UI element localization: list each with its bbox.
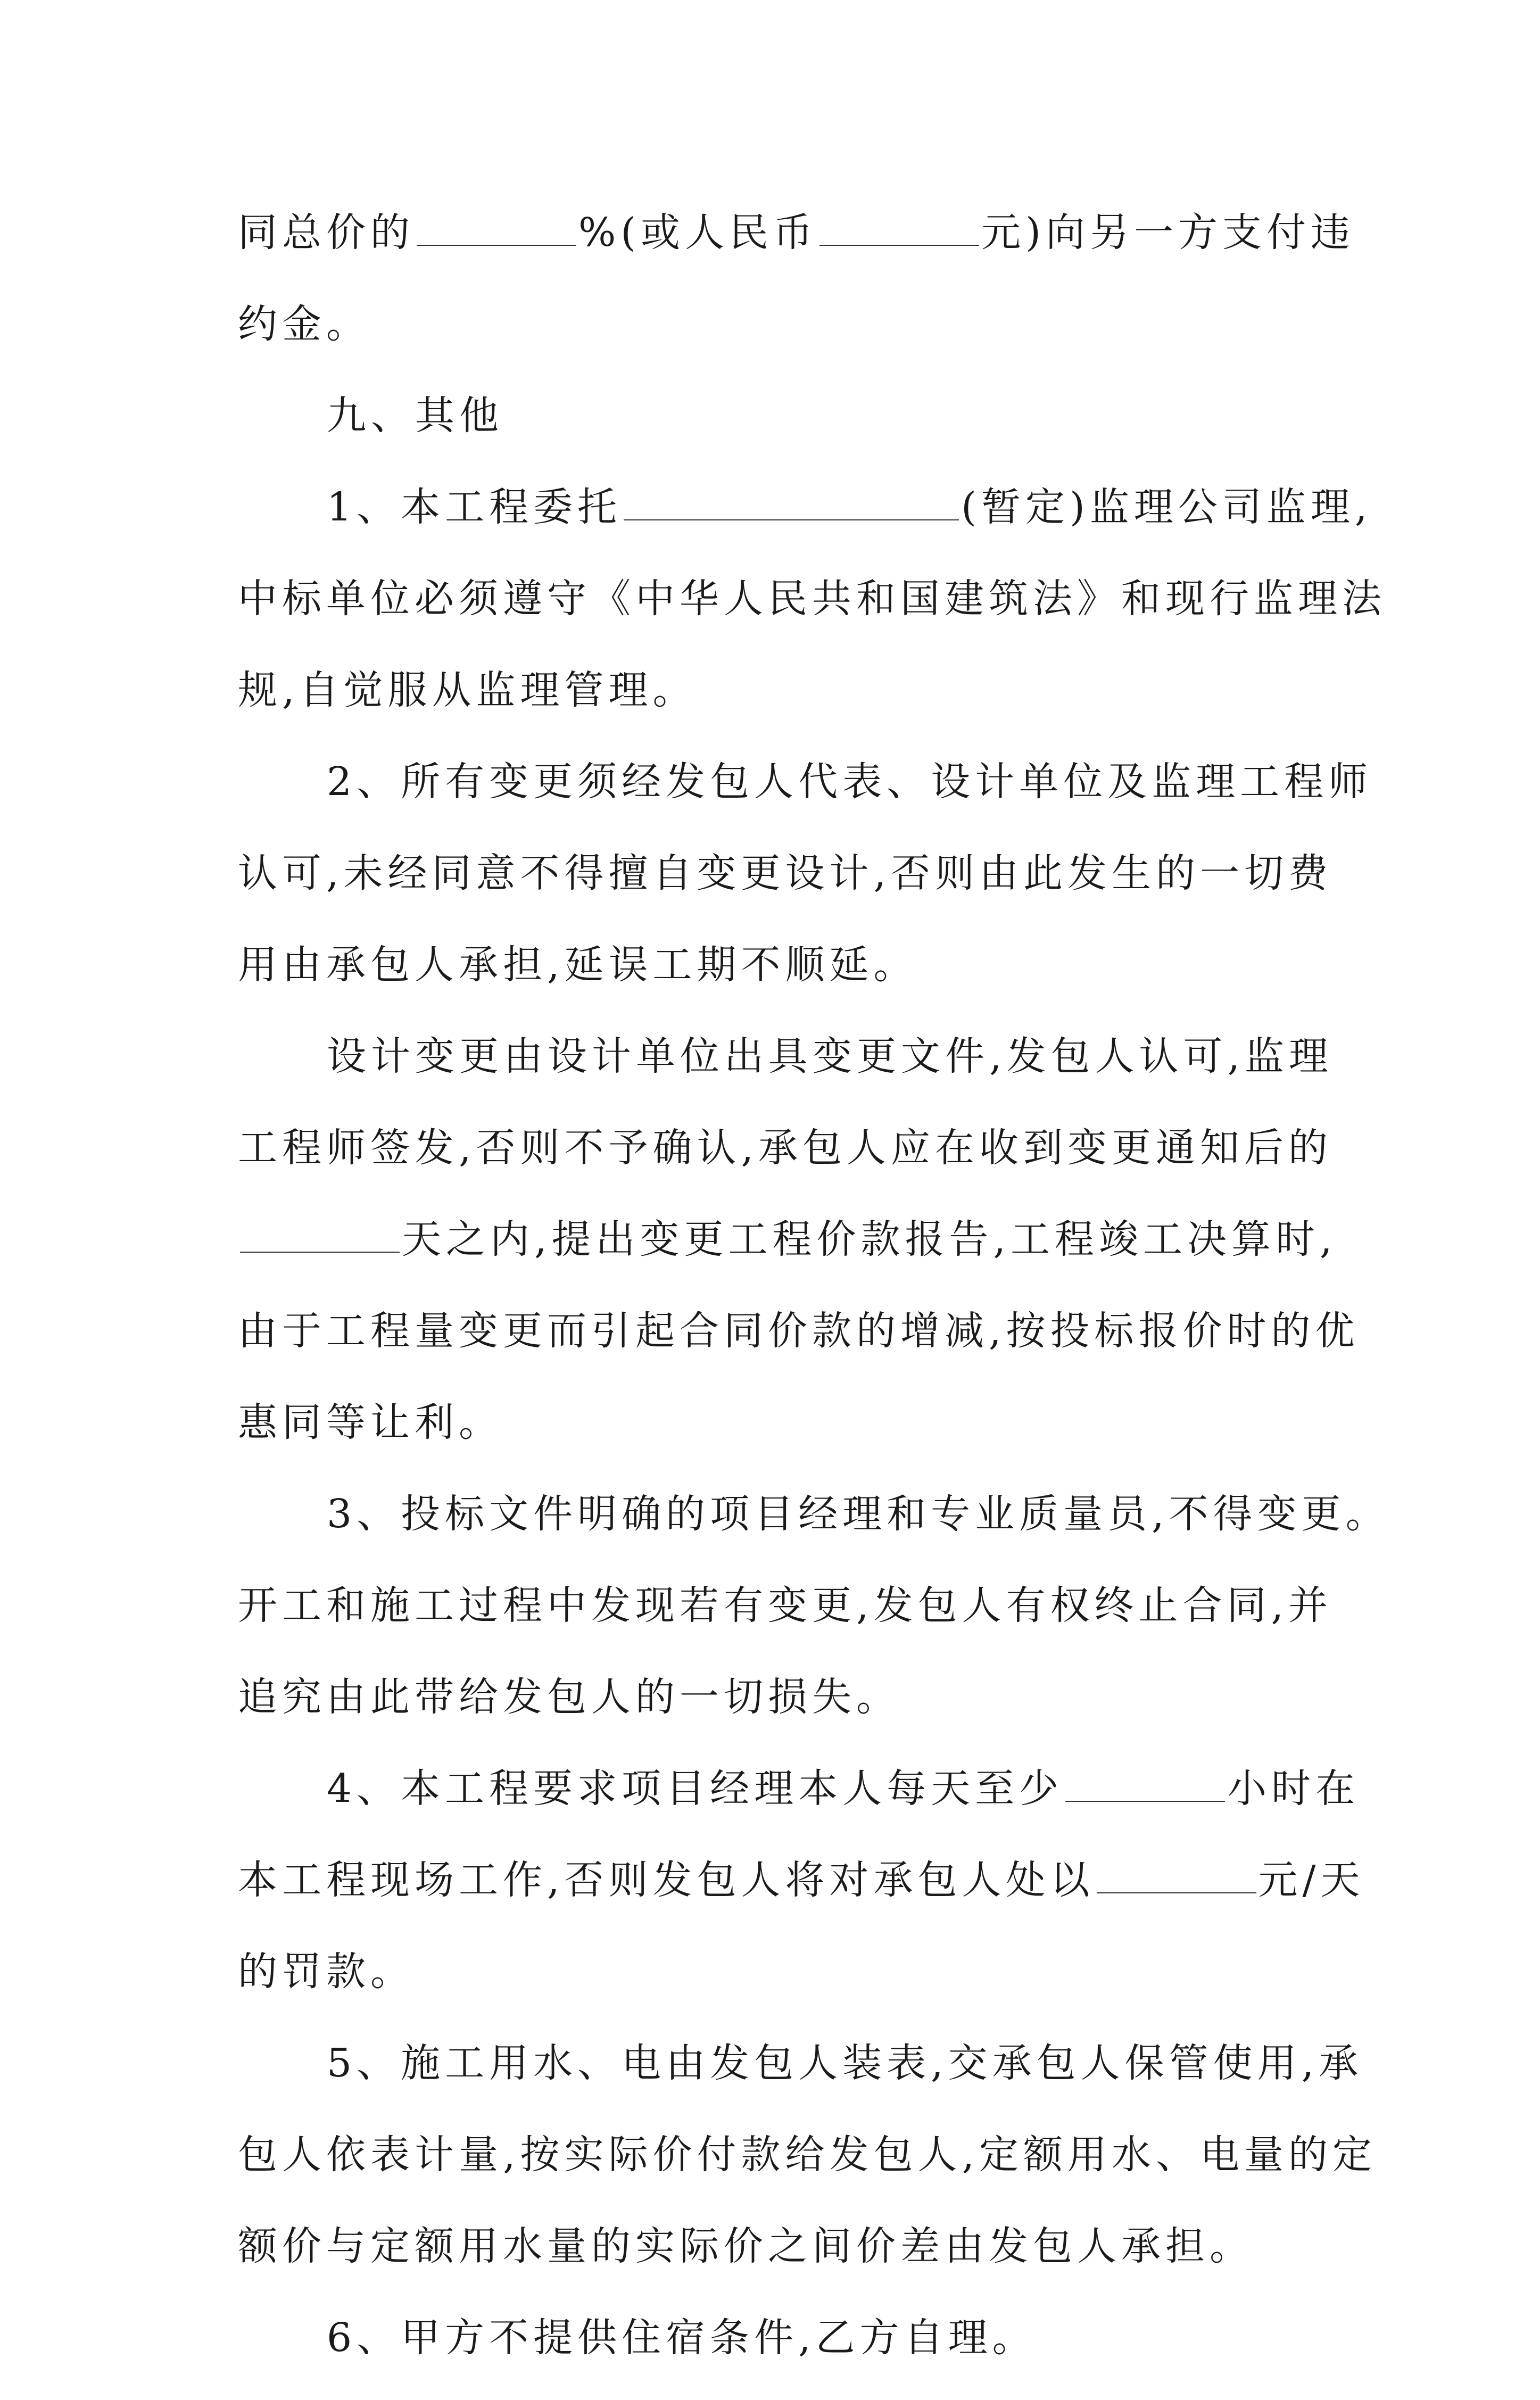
text-segment: 追究由此带给发包人的一切损失。 <box>238 1674 900 1720</box>
text-line <box>238 1668 1323 1759</box>
text-line <box>238 1119 1333 1210</box>
text-segment: 3、投标文件明确的项目经理和专业质量员,不得变更。 <box>327 1491 1390 1537</box>
fill-blank <box>1097 1858 1256 1893</box>
fill-blank <box>240 1218 400 1253</box>
text-line <box>238 752 1373 844</box>
text-segment: 2、所有变更须经发包人代表、设计单位及监理工程师 <box>327 759 1373 805</box>
text-segment: 工程师签发,否则不予确认,承包人应在收到变更通知后的 <box>238 1125 1333 1171</box>
text-line <box>238 661 1323 752</box>
text-line <box>238 295 1323 386</box>
text-segment: 4、本工程要求项目经理本人每天至少 <box>327 1766 1064 1811</box>
text-segment: 天之内,提出变更工程价款报告,工程竣工决算时, <box>402 1216 1337 1262</box>
text-line <box>238 203 1355 295</box>
text-segment: 认可,未经同意不得擅自变更设计,否则由此发生的一切费 <box>238 850 1333 896</box>
text-line <box>238 936 1323 1027</box>
text-line <box>238 569 1386 661</box>
document-body <box>238 203 1390 2400</box>
text-segment: 开工和施工过程中发现若有变更,发包人有权终止合同,并 <box>238 1583 1333 1628</box>
text-segment: 本工程现场工作,否则发包人将对承包人处以 <box>238 1857 1095 1903</box>
text-segment: 的罚款。 <box>238 1949 415 1995</box>
text-line <box>238 2217 1323 2308</box>
text-segment: 额价与定额用水量的实际价之间价差由发包人承担。 <box>238 2223 1254 2269</box>
fill-blank <box>624 485 959 520</box>
text-line <box>238 1027 1334 1119</box>
text-segment: 九、其他 <box>327 393 503 438</box>
text-segment: 中标单位必须遵守《中华人民共和国建筑法》和现行监理法 <box>238 576 1386 622</box>
fill-blank <box>819 211 979 246</box>
text-segment: 1、本工程委托 <box>327 484 622 530</box>
text-segment: 元)向另一方支付违 <box>981 210 1355 255</box>
text-line <box>238 1210 1337 1302</box>
text-line <box>238 1851 1365 1942</box>
text-segment: 小时在 <box>1227 1766 1360 1811</box>
text-line <box>238 2125 1377 2217</box>
text-segment: 用由承包人承担,延误工期不顺延。 <box>238 942 918 988</box>
text-line <box>238 844 1333 936</box>
text-line <box>238 1302 1360 1393</box>
text-line <box>238 1942 1323 2034</box>
text-segment: 包人依表计量,按实际价付款给发包人,定额用水、电量的定 <box>238 2132 1377 2178</box>
text-segment: 惠同等让利。 <box>238 1400 503 1445</box>
text-segment: %(或人民币 <box>578 210 818 255</box>
section-heading <box>238 386 1323 478</box>
text-segment: 规,自觉服从监理管理。 <box>238 667 697 713</box>
text-segment: 由于工程量变更而引起合同价款的增减,按投标报价时的优 <box>238 1308 1360 1354</box>
text-line <box>238 1393 1323 1485</box>
text-segment: (暂定)监理公司监理, <box>961 484 1372 530</box>
text-segment: 元/天 <box>1258 1857 1365 1903</box>
text-segment: 同总价的 <box>238 210 415 255</box>
text-line <box>238 1485 1390 1576</box>
text-segment: 约金。 <box>238 301 370 347</box>
fill-blank <box>1065 1767 1225 1802</box>
text-segment: 设计变更由设计单位出具变更文件,发包人认可,监理 <box>327 1033 1334 1079</box>
text-line <box>238 1759 1360 1851</box>
text-segment: 6、甲方不提供住宿条件,乙方自理。 <box>327 2315 1037 2361</box>
fill-blank <box>417 211 576 246</box>
text-line <box>238 1576 1333 1668</box>
text-line <box>238 478 1372 569</box>
text-line <box>238 2034 1363 2125</box>
text-line <box>238 2308 1323 2400</box>
text-segment: 5、施工用水、电由发包人装表,交承包人保管使用,承 <box>327 2040 1363 2086</box>
